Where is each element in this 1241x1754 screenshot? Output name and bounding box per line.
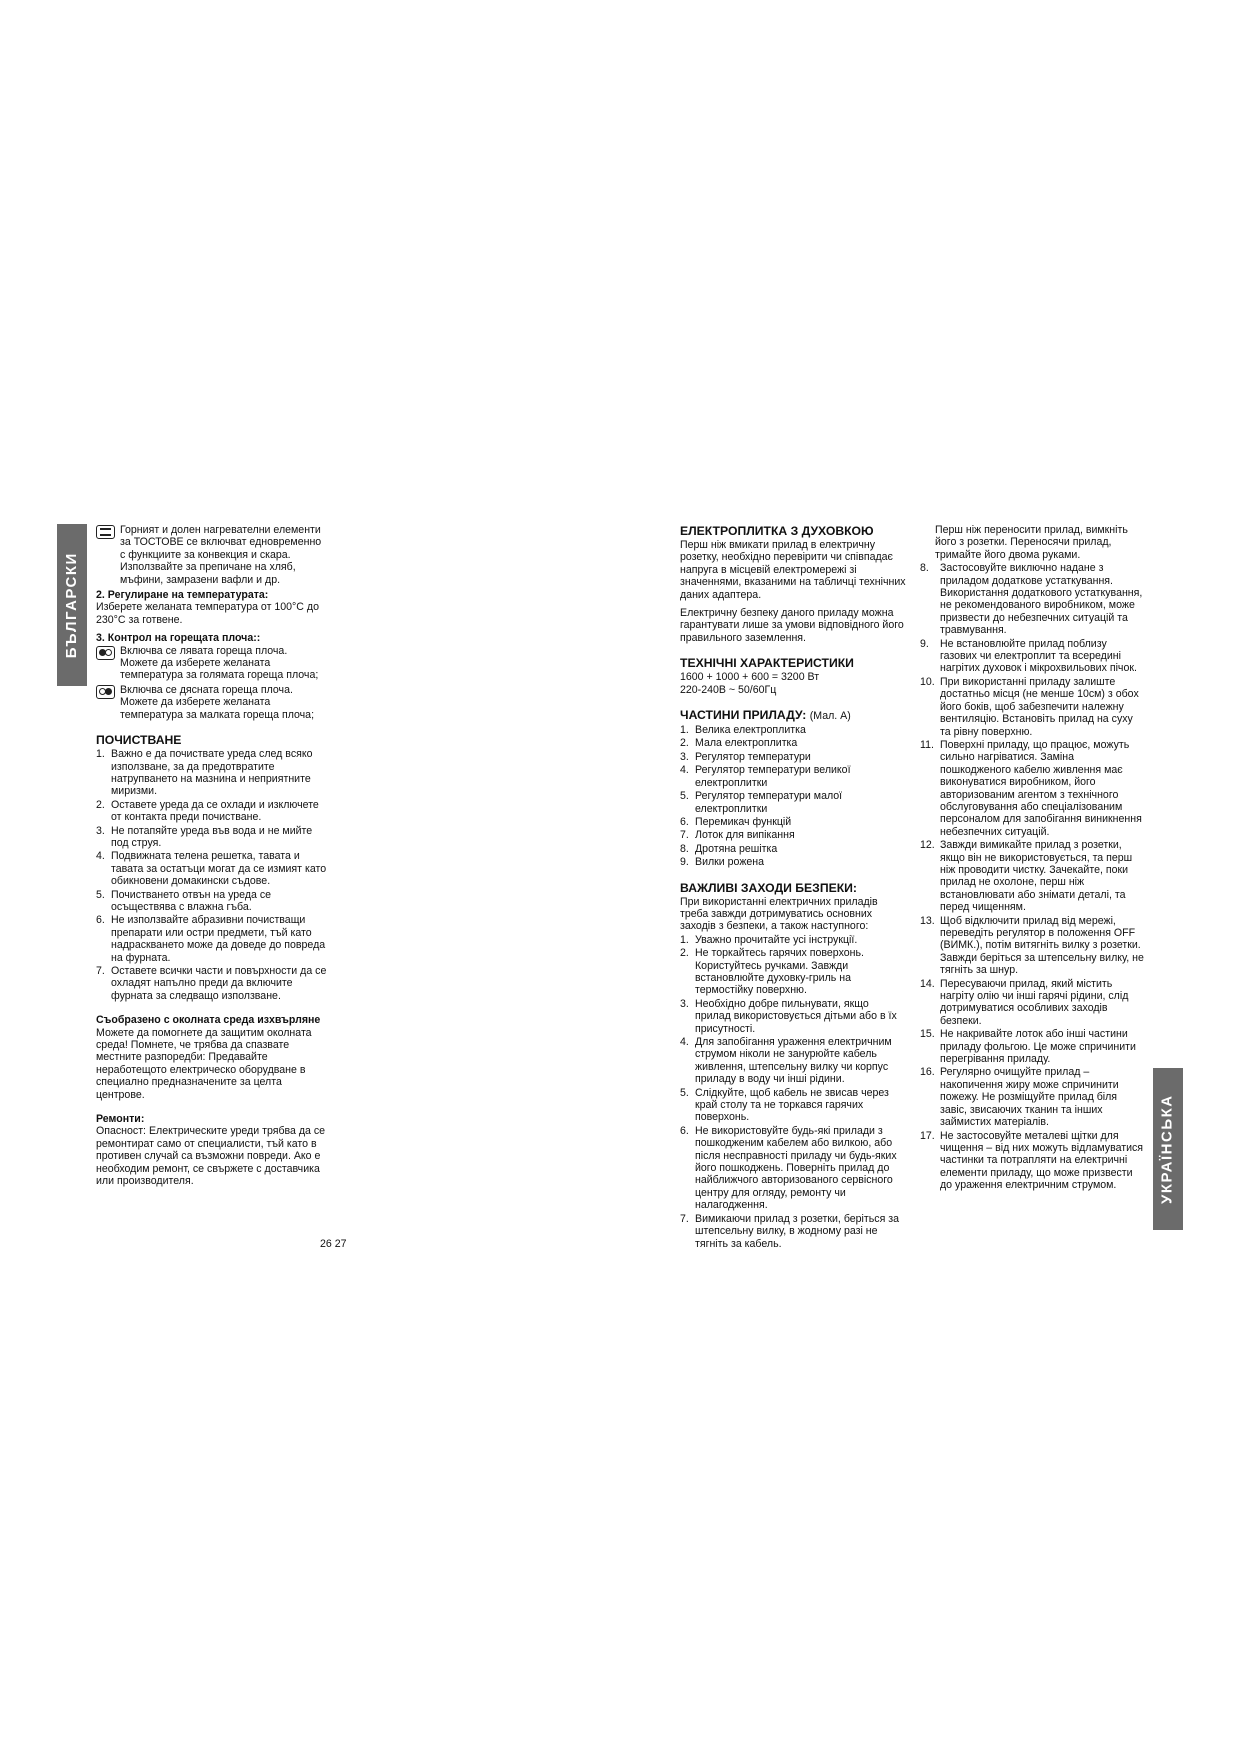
list-item: 4. Для запобігання ураження електричним струмом ніколи не занурюйте кабель живлення, штепсельну вилку чи корпус приладу в воду чи інші рідини.	[680, 1036, 892, 1086]
list-item: 9. Вилки рожена	[680, 856, 765, 869]
list-item: 6. Перемикач функцій	[680, 815, 792, 828]
safety-title: ВАЖЛИВІ ЗАХОДИ БЕЗПЕКИ:	[680, 880, 857, 895]
environment-text: Можете да помогнете да защитим околната среда! Помнете, че трябва да спазвате местните разпоредби: Предавайте неработещото електрическо оборудване в специално предназначените за целта центрове.	[96, 1026, 312, 1101]
page-numbers: 26 27	[320, 1238, 347, 1250]
ukrainian-column-2	[920, 524, 1146, 1193]
parts-title-line	[680, 708, 906, 723]
list-item: 1. Важно е да почиствате уреда след всяко използване, за да предотвратите натрупването на мазнина и неприятните миризми.	[96, 748, 313, 798]
cleaning-list	[96, 748, 328, 1002]
list-item: 4. Регулятор температури великої електроплитки	[680, 764, 851, 789]
language-tab-ukrainian	[1153, 1068, 1183, 1230]
safety-intro: При використанні електричних приладів треба завжди дотримуватись основних заходів з безпеки, а також наступного:	[680, 895, 878, 933]
list-item: 5. Слідкуйте, щоб кабель не звисав через край столу та не торкався гарячих поверхонь.	[680, 1086, 889, 1124]
parts-list	[680, 724, 906, 868]
list-item: 1. Уважно прочитайте усі інструкції.	[680, 933, 858, 946]
safety-list-a	[680, 934, 906, 1250]
parts-figure-ref: (Мал. A)	[809, 710, 851, 723]
left-hotplate-row	[96, 645, 328, 682]
list-item: 5. Регулятор температури малої електроплитки	[680, 790, 843, 815]
list-item: 7. Вимикаючи прилад з розетки, беріться за штепсельну вилку, в жодному разі не тягніть за кабель.	[680, 1212, 899, 1250]
toast-mode-text: Горният и долен нагревателни елементи за ТОСТОВЕ се включват едновременно с функциите за конвекция и скара. Използвайте за препичане на хляб, мъфини, замразени вафли и др.	[120, 524, 322, 586]
intro-text-2: Електричну безпеку даного приладу можна гарантувати лише за умови відповідного його правильного заземлення.	[680, 607, 904, 644]
list-item: 8. Дротяна решітка	[680, 842, 778, 855]
list-item: 3. Необхідно добре пильнувати, якщо прилад використовується дітьми або в їх присутності.	[680, 997, 897, 1035]
list-item: 12. Завжди вимикайте прилад з розетки, якщо він не використовується, та перш ніж проводити чистку. Зачекайте, поки прилад не охолоне, перш ніж встановлювати або знімати деталі, та перед чищенням.	[920, 839, 1133, 914]
product-title: ЕЛЕКТРОПЛИТКА З ДУХОВКОЮ	[680, 524, 874, 538]
environment-heading: Съобразено с околната среда изхвърляне	[96, 1014, 321, 1027]
list-item: 6. Не използвайте абразивни почистващи препарати или остри предмети, тъй като надраскването може да доведе до повреда на фурната.	[96, 914, 326, 964]
ukrainian-column-1	[680, 524, 906, 1251]
cleaning-title: ПОЧИСТВАНЕ	[96, 733, 182, 748]
list-item: 2. Оставете уреда да се охлади и изключете от контакта преди почистване.	[96, 798, 319, 824]
specs-power: 1600 + 1000 + 600 = 3200 Вт	[680, 671, 820, 684]
list-item: 6. Не використовуйте будь-які прилади з пошкодженим кабелем або вилкою, або після несправності приладу чи будь-яких його пошкоджень. Поверніть прилад до найближчого авторизованого сервісного центру для огляду, ремонту чи налагодження.	[680, 1124, 897, 1212]
list-item: 10. При використанні приладу залиште достатньо місця (не менше 10см) з обох його боків, щоб забезпечити належну вентиляцію. Встановіть прилад на суху та рівну поверхню.	[920, 675, 1139, 738]
list-item: 11. Поверхні приладу, що працює, можуть сильно нагріватися. Заміна пошкодженого кабелю живлення має виконуватися виробником, його авторизованим агентом з технічного обслуговування або спеціалізованим персоналом для запобігання виникнення небезпечних ситуацій.	[920, 738, 1142, 838]
safety-list-b	[920, 562, 1146, 1191]
list-item: 7. Оставете всички части и повърхности да се охладят напълно преди да включите фурната за следващо използване.	[96, 965, 327, 1002]
list-item: 9. Не встановлюйте прилад поблизу газових чи електроплит та всередині нагрітих духовок і мікрохвильових пічок.	[920, 637, 1137, 675]
specs-voltage: 220-240В ~ 50/60Гц	[680, 683, 777, 696]
parts-title: ЧАСТИНИ ПРИЛАДУ:	[680, 708, 807, 723]
list-item: 5. Почистването отвън на уреда се осъществява с влажна гъба.	[96, 888, 272, 913]
list-item: 8. Застосовуйте виключно надане з приладом додаткове устаткування. Використання додаткового устаткування, не рекомендованого виробником, може призвести до небезпечних ситуацій та травмування.	[920, 562, 1143, 637]
language-tab-label: БЪЛГАРСКИ	[62, 551, 80, 659]
list-item: 2. Не торкайтесь гарячих поверхонь. Користуйтесь ручками. Завжди встановлюйте духовку-гриль на термостійку поверхню.	[680, 947, 864, 997]
language-tab-bulgarian	[57, 524, 87, 686]
language-tab-label: УКРАЇНСЬКА	[1158, 1094, 1176, 1204]
right-hotplate-row	[96, 684, 328, 721]
left-hotplate-icon	[96, 646, 115, 660]
list-item: 3. Не потапяйте уреда във вода и не мийте под струя.	[96, 824, 313, 849]
list-item: 15. Не накривайте лоток або інші частини приладу фольгою. Це може спричинити перегрівання приладу.	[920, 1028, 1136, 1066]
repairs-text: Опасност: Електрическите уреди трябва да се ремонтират само от специалисти, тъй като в противен случай са възможни повреди. Ако е необходим ремонт, се свържете с доставчика или производителя.	[96, 1125, 326, 1188]
specs-title: ТЕХНІЧНІ ХАРАКТЕРИСТИКИ	[680, 656, 854, 671]
temperature-text: Изберете желаната температура от 100°C до 230°C за готвене.	[96, 601, 319, 626]
list-item: 1. Велика електроплитка	[680, 724, 806, 737]
list-item: 7. Лоток для випікання	[680, 829, 795, 842]
intro-text-1: Перш ніж вмикати прилад в електричну розетку, необхідно перевірити чи співпадає напруга в місцевій електромережі зі значеннями, вказаними на табличці технічних даних адаптера.	[680, 539, 906, 601]
list-item: 13. Щоб відключити прилад від мережі, переведіть регулятор в положення OFF (ВИМК.), потім витягніть вилку з розетки. Завжди беріться за штепсельну вилку, не тягніть за шнур.	[920, 914, 1144, 977]
temperature-heading: 2. Регулиране на температурата:	[96, 589, 269, 602]
list-item: 14. Пересуваючи прилад, який містить нагріту олію чи інші гарячі рідини, слід дотримуватися особливих заходів безпеки.	[920, 977, 1129, 1027]
right-hotplate-text: Включва се дясната гореща плоча. Можете да изберете желаната температура за малката гореща плоча;	[120, 683, 315, 721]
list-item: 4. Подвижната телена решетка, тавата и тавата за остатъци могат да се измият като обикновени домакински съдове.	[96, 850, 327, 888]
toast-mode-icon	[96, 525, 115, 539]
bulgarian-column	[96, 524, 328, 1189]
repairs-heading: Ремонти:	[96, 1113, 145, 1126]
left-hotplate-text: Включва се лявата гореща плоча. Можете да изберете желаната температура за голямата гореща плоча;	[120, 644, 319, 682]
safety-continued: Перш ніж переносити прилад, вимкніть його з розетки. Переносячи прилад, тримайте його двома руками.	[935, 524, 1128, 561]
hotplate-heading: 3. Контрол на горещата плоча::	[96, 632, 261, 645]
list-item: 16. Регулярно очищуйте прилад – накопичення жиру може спричинити пожежу. Не розміщуйте прилад біля завіс, звисаючих тканин та інших займистих матеріалів.	[920, 1066, 1119, 1129]
right-hotplate-icon	[96, 685, 115, 699]
list-item: 17. Не застосовуйте металеві щітки для чищення – від них можуть відламуватися частинки та потрапляти на електричні елементи приладу, що може призвести до ураження електричним струмом.	[920, 1129, 1144, 1192]
toast-mode-row	[96, 524, 328, 586]
list-item: 2. Мала електроплитка	[680, 737, 798, 750]
list-item: 3. Регулятор температури	[680, 750, 811, 763]
